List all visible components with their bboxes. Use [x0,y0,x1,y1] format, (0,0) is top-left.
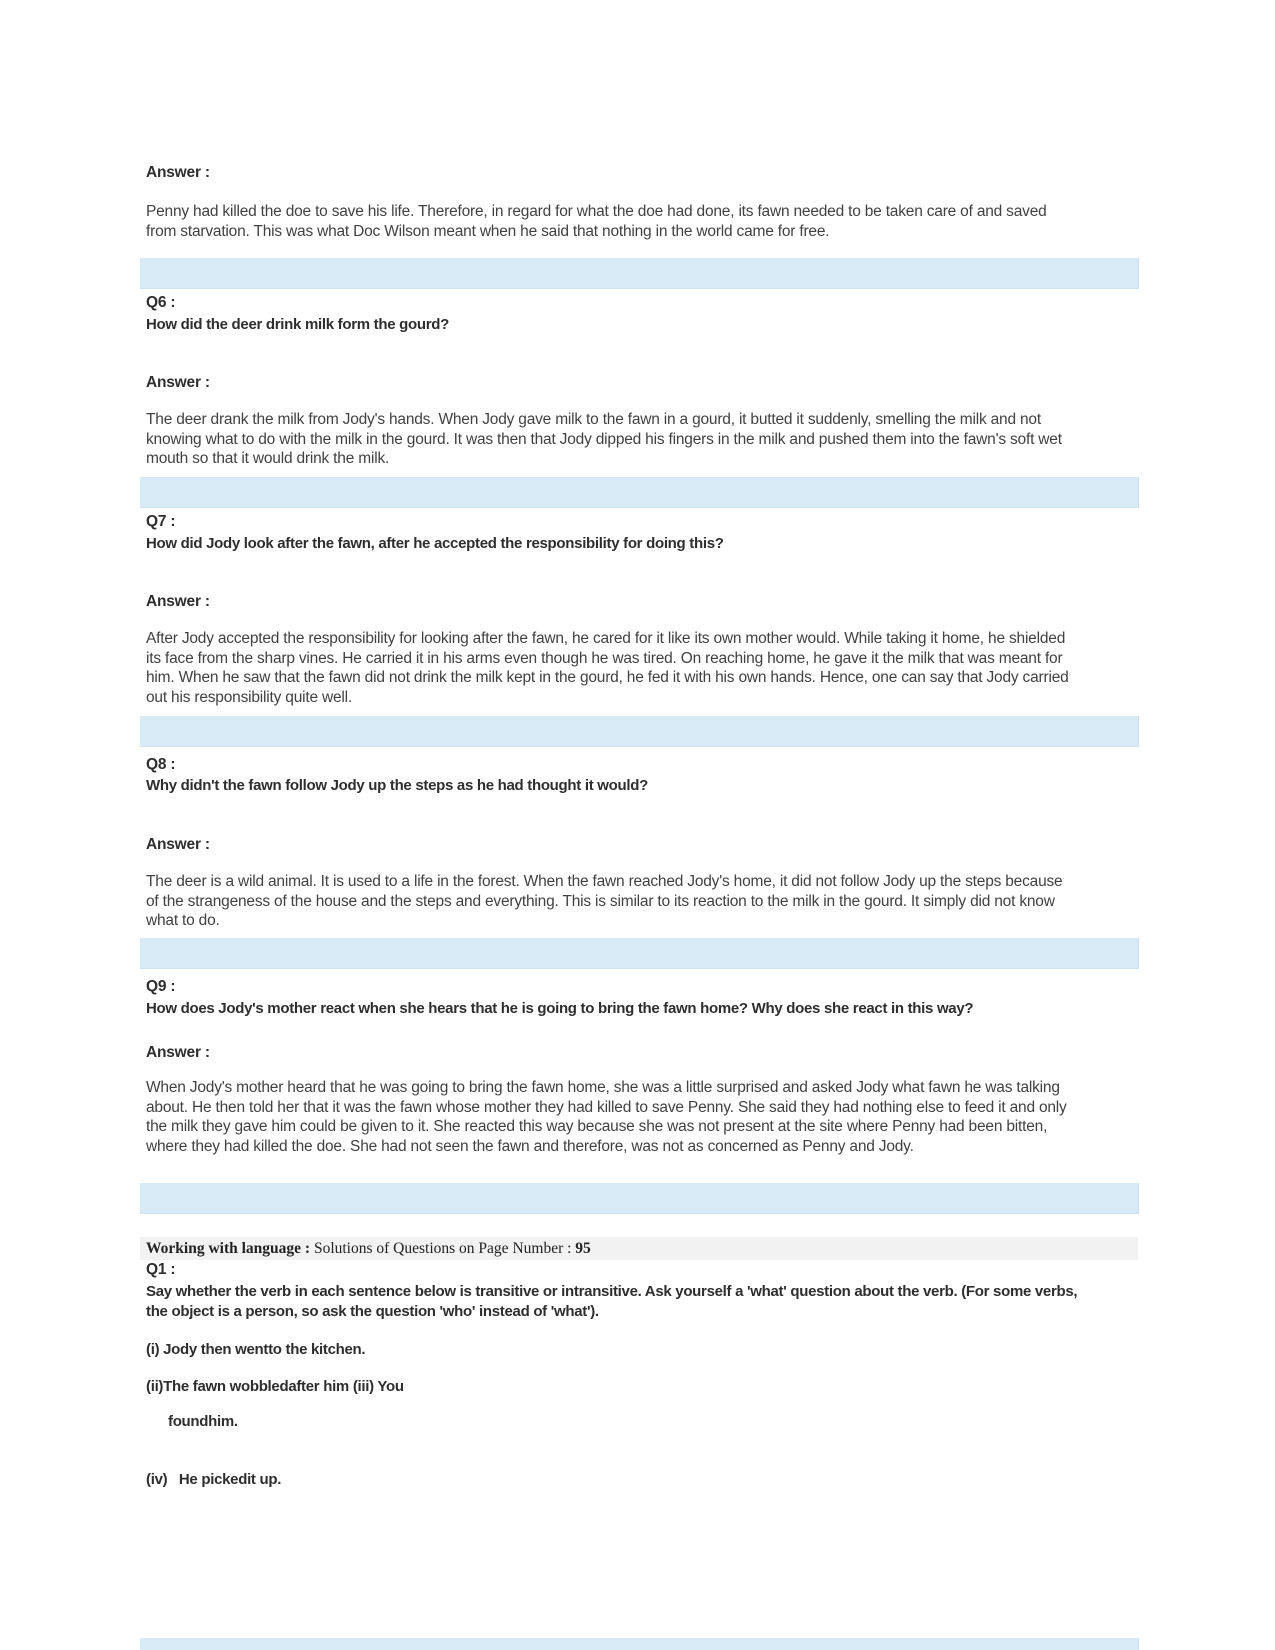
answer-text: After Jody accepted the responsibility for looking after the fawn, he cared for it like its own mother would. While taking it home, he shielded its face from the sharp vines. He carried it in his arms even though he was tired. On reaching home, he gave it the milk that was meant for him. When he saw that the fawn did not drink the milk kept in the gourd, he fed it with his own hands. Hence, one can say that Jody carried out his responsibility quite well. [146,630,1069,706]
answer-label: Answer : [146,374,210,391]
question-number: Q8 : [146,756,176,773]
question-text: Say whether the verb in each sentence below is transitive or intransitive. Ask yourself a 'what' question about the verb. (For some verbs, the object is a person, so ask the question 'who' instead of 'what'). [146,1283,1078,1320]
question-number: Q6 : [146,294,176,311]
answer-label: Answer : [146,164,210,181]
exercise-subtitle: Solutions of Questions on Page Number : [313,1240,572,1257]
question-text: How did Jody look after the fawn, after he accepted the responsibility for doing this? [146,535,724,552]
list-item: (i) Jody then wentto the kitchen. [146,1341,366,1358]
section-divider [140,258,1139,289]
answer-label: Answer : [146,593,210,610]
question-number: Q7 : [146,513,176,530]
section-divider [140,1638,1139,1650]
question-number: Q1 : [146,1261,176,1278]
question-text: Why didn't the fawn follow Jody up the steps as he had thought it would? [146,777,648,794]
exercise-header-band [140,1237,1138,1260]
answer-text: When Jody's mother heard that he was going to bring the fawn home, she was a little surprised and asked Jody what fawn he was talking about. He then told her that it was the fawn whose mother they had killed to save Penny. She said they had nothing else to feed it and only the milk they gave him could be given to it. She reacted this way because she was not present at the site where Penny had been bitten, where they had killed the doe. She had not seen the fawn and therefore, was not as concerned as Penny and Jody. [146,1079,1067,1155]
list-item: (ii)The fawn wobbledafter him (iii) You [146,1378,404,1395]
question-text: How did the deer drink milk form the gourd? [146,316,449,333]
list-item: (iv) He pickedit up. [146,1471,282,1488]
question-number: Q9 : [146,978,176,995]
answer-label: Answer : [146,836,210,853]
section-divider [140,477,1139,508]
answer-text: The deer is a wild animal. It is used to a life in the forest. When the fawn reached Jody's home, it did not follow Jody up the steps because of the strangeness of the house and the steps and everything. This is similar to its reaction to the milk in the gourd. It simply did not know what to do. [146,873,1063,929]
answer-label: Answer : [146,1044,210,1061]
answer-text: The deer drank the milk from Jody's hands. When Jody gave milk to the fawn in a gourd, it butted it suddenly, smelling the milk and not knowing what to do with the milk in the gourd. It was then that Jody dipped his fingers in the milk and pushed them into the fawn's soft wet mouth so that it would drink the milk. [146,411,1062,467]
section-divider [140,938,1139,969]
exercise-title: Working with language : [146,1240,311,1257]
list-item: foundhim. [168,1413,238,1430]
section-divider [140,1183,1139,1214]
section-divider [140,716,1139,747]
question-text: How does Jody's mother react when she hears that he is going to bring the fawn home? Why does she react in this way? [146,1000,974,1017]
answer-text: Penny had killed the doe to save his life. Therefore, in regard for what the doe had done, its fawn needed to be taken care of and saved from starvation. This was what Doc Wilson meant when he said that nothing in the world came for free. [146,203,1047,240]
exercise-page-number: 95 [575,1240,591,1257]
